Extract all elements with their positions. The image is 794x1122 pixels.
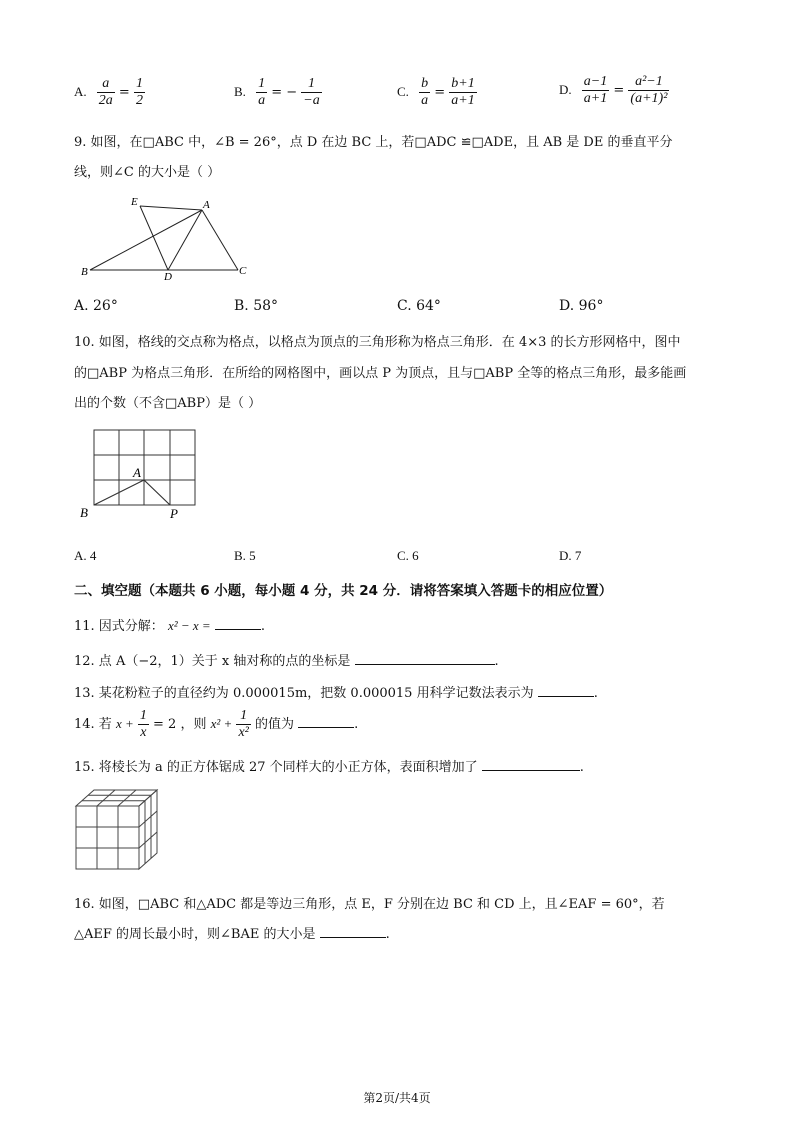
q9-option-b: B. 58° <box>234 298 279 314</box>
q11 <box>74 615 265 634</box>
q9-line-1: 9. 如图，在□ABC 中，∠B = 26°，点 D 在边 BC 上，若□ADC ≌□ADE，且 AB 是 DE 的垂直平分 <box>74 135 673 150</box>
q16-period: . <box>385 927 390 942</box>
denominator: a <box>421 93 429 108</box>
q14-prefix: 14. 若 <box>74 717 112 732</box>
cube-front-face <box>76 806 139 869</box>
q9-option-d: D. 96° <box>559 298 604 314</box>
q16-text: △AEF 的周长最小时，则∠BAE 的大小是 <box>74 927 316 942</box>
q15-text: 15. 将棱长为 a 的正方体锯成 27 个同样大的小正方体，表面积增加了 <box>74 760 478 775</box>
denominator: 2a <box>98 93 113 108</box>
q15 <box>74 756 584 775</box>
cube-right-face <box>139 790 157 869</box>
q10-line-2: 的□ABP 为格点三角形．在所给的网格图中，画以点 P 为顶点，且与□ABP 全等的格点三角形，最多能画 <box>74 366 687 381</box>
q14 <box>74 708 358 741</box>
q15-cube-figure <box>72 786 162 876</box>
minus-sign: − <box>286 85 298 100</box>
equals: = <box>613 83 625 98</box>
answer-blank[interactable] <box>320 925 386 938</box>
q14-period: . <box>354 717 359 732</box>
numerator: a−1 <box>583 74 608 89</box>
fraction <box>236 708 250 741</box>
answer-blank[interactable] <box>482 758 580 771</box>
label-a: A <box>203 199 210 211</box>
q10-option-b: B. 5 <box>234 548 256 563</box>
fraction <box>419 76 430 109</box>
cube-line <box>139 832 157 848</box>
q10-option-a: A. 4 <box>74 548 97 563</box>
q13-period: . <box>593 686 598 701</box>
fraction <box>582 74 609 107</box>
q10-option-c: C. 6 <box>397 548 419 563</box>
q13-text: 13. 某花粉粒子的直径约为 0.000015m，把数 0.000015 用科学记数法表示为 <box>74 686 534 701</box>
answer-blank[interactable] <box>298 715 354 728</box>
q8-option-d <box>559 74 669 107</box>
q9-figure <box>80 192 255 282</box>
answer-blank[interactable] <box>538 684 594 697</box>
fraction <box>628 74 669 107</box>
equals: = <box>271 85 283 100</box>
numerator: 1 <box>135 76 143 91</box>
cube-line <box>118 790 136 806</box>
numerator: a²−1 <box>628 74 669 91</box>
label-d: D <box>164 271 172 282</box>
denominator: (a+1)² <box>630 91 668 106</box>
q8-option-a <box>74 76 145 109</box>
q14-suffix: 的值为 <box>255 717 295 732</box>
q11-expression: x² − x = <box>167 618 211 633</box>
q9-option-a: A. 26° <box>74 298 118 314</box>
q9-line-2: 线，则∠C 的大小是（ ） <box>74 165 221 180</box>
option-label: B. <box>234 84 246 99</box>
q8-option-c <box>397 76 477 109</box>
segment-ap <box>144 480 170 505</box>
q14-term: x + <box>115 716 134 731</box>
option-label: D. <box>559 82 572 97</box>
numerator: 1 <box>258 76 266 91</box>
label-a: A <box>133 465 141 480</box>
answer-blank[interactable] <box>215 617 261 630</box>
page-footer: 第2页/共4页 <box>363 1091 431 1105</box>
numerator: b <box>421 76 429 91</box>
q12 <box>74 650 499 669</box>
numerator: b+1 <box>451 76 475 91</box>
q15-period: . <box>579 760 584 775</box>
segment-ac <box>202 210 238 270</box>
q14-condition: = 2 ，则 <box>153 717 207 732</box>
denominator: −a <box>303 93 320 108</box>
fraction <box>97 76 115 109</box>
option-label: A. <box>74 84 87 99</box>
denominator: x <box>140 725 147 740</box>
numerator: a <box>97 76 115 93</box>
label-b: B <box>80 505 88 520</box>
label-b: B <box>81 266 88 278</box>
numerator: 1 <box>301 76 321 93</box>
denominator: x² <box>238 725 249 740</box>
option-label: C. <box>397 84 409 99</box>
denominator: a <box>258 93 266 108</box>
segment-ed <box>140 206 168 270</box>
label-e: E <box>131 196 138 208</box>
q12-text: 12. 点 A（−2，1）关于 x 轴对称的点的坐标是 <box>74 654 351 669</box>
label-p: P <box>170 506 178 520</box>
q10-grid-figure <box>78 424 208 520</box>
q10-option-d: D. 7 <box>559 548 582 563</box>
q8-option-b <box>234 76 322 109</box>
cube-line <box>97 790 115 806</box>
equals: = <box>118 85 130 100</box>
numerator: 1 <box>236 708 250 725</box>
q10-line-3: 出的个数（不含□ABP）是（ ） <box>74 396 262 411</box>
q14-term-2: x² + <box>210 716 233 731</box>
q11-text: 11. 因式分解： <box>74 619 164 634</box>
q12-period: . <box>494 654 499 669</box>
q10-line-1: 10. 如图，格线的交点称为格点，以格点为顶点的三角形称为格点三角形．在 4×3 的长方形网格中，图中 <box>74 335 681 350</box>
label-c: C <box>239 265 247 277</box>
q16-line-1: 16. 如图，□ABC 和△ADC 都是等边三角形，点 E，F 分别在边 BC 和 CD 上，且∠EAF = 60°，若 <box>74 897 665 912</box>
q13 <box>74 682 598 701</box>
denominator: a+1 <box>583 91 608 106</box>
equals: = <box>434 85 446 100</box>
denominator: a+1 <box>451 93 475 108</box>
segment-ea <box>140 206 202 210</box>
fraction <box>134 76 145 109</box>
fraction <box>301 76 321 109</box>
cube-line <box>139 811 157 827</box>
section-heading: 二、填空题（本题共 6 小题，每小题 4 分，共 24 分．请将答案填入答题卡的相应位置） <box>74 583 613 599</box>
q9-option-c: C. 64° <box>397 298 441 314</box>
fraction <box>449 76 476 109</box>
fraction <box>138 708 149 741</box>
denominator: 2 <box>135 93 143 108</box>
fraction <box>256 76 267 109</box>
q16-line-2 <box>74 923 390 942</box>
answer-blank[interactable] <box>355 652 495 665</box>
q11-period: . <box>260 619 265 634</box>
numerator: 1 <box>139 708 147 723</box>
